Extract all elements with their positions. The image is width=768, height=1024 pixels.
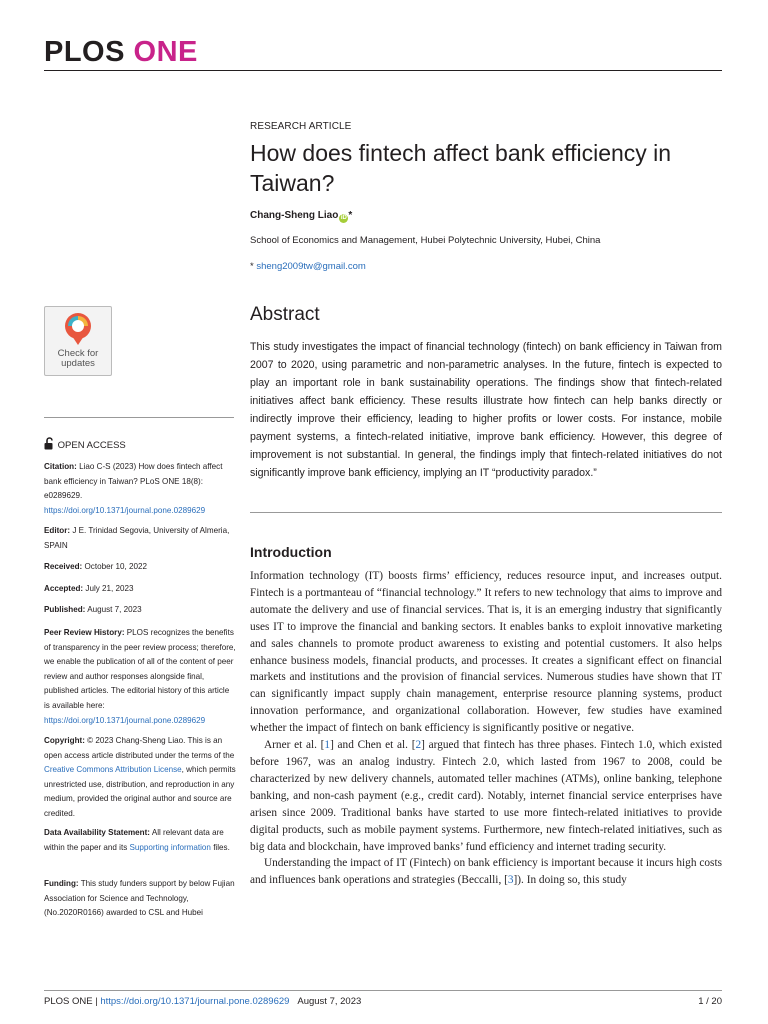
editor-label: Editor: — [44, 526, 71, 535]
citation-text: Liao C-S (2023) How does fintech affect bank efficiency in Taiwan? PLoS ONE 18(8): e0289629. — [44, 462, 223, 501]
email-line — [250, 261, 366, 272]
ref-link-3[interactable]: 3 — [507, 874, 514, 887]
abstract-divider — [250, 512, 722, 513]
footer-citation — [44, 996, 361, 1007]
accepted-block — [44, 582, 236, 597]
published-block — [44, 603, 236, 618]
badge-line-2: updates — [61, 358, 95, 369]
peer-review-label: Peer Review History: — [44, 628, 125, 637]
editor-text: J E. Trinidad Segovia, University of Almeria, SPAIN — [44, 526, 230, 550]
funding-label: Funding: — [44, 879, 79, 888]
received-label: Received: — [44, 562, 83, 571]
introduction-body — [250, 568, 722, 889]
article-type: RESEARCH ARTICLE — [250, 121, 352, 132]
crossmark-icon — [64, 312, 92, 346]
ref-link-1[interactable]: 1 — [324, 739, 331, 752]
footer-journal: PLOS ONE — [44, 996, 93, 1007]
abstract-heading: Abstract — [250, 304, 320, 325]
copyright-text-2: , which permits unrestricted use, distribution, and reproduction in any medium, provided the original author and source are credited. — [44, 765, 236, 818]
logo-one: ONE — [133, 36, 198, 68]
footer-separator: | — [92, 996, 101, 1007]
copyright-block — [44, 734, 236, 822]
author-affiliation: School of Economics and Management, Hubei Polytechnic University, Hubei, China — [250, 235, 601, 246]
copyright-text-1: © 2023 Chang-Sheng Liao. This is an open access article distributed under the terms of the — [44, 736, 235, 760]
article-title: How does fintech affect bank efficiency in Taiwan? — [250, 140, 672, 196]
accepted-date: July 21, 2023 — [85, 584, 134, 593]
badge-label — [45, 349, 111, 369]
received-block — [44, 560, 236, 575]
footer-date: August 7, 2023 — [297, 996, 362, 1007]
editor-block — [44, 524, 236, 553]
sidebar-divider — [44, 417, 234, 418]
peer-review-text: PLOS recognizes the benefits of transparency in the peer review process; therefore, we enable the publication of all of the content of peer review and author responses alongside final, published articles. The editorial history of this article is available here: — [44, 628, 236, 710]
corresponding-mark: * — [348, 210, 353, 221]
email-mark: * — [250, 261, 254, 272]
header-divider — [44, 70, 722, 71]
data-availability-text-1: All relevant data are within the paper and its — [44, 828, 224, 852]
footer-doi-link[interactable]: https://doi.org/10.1371/journal.pone.0289629 — [100, 996, 290, 1007]
introduction-heading: Introduction — [250, 544, 332, 560]
citation-doi-link[interactable]: https://doi.org/10.1371/journal.pone.0289629 — [44, 505, 206, 515]
badge-line-1: Check for — [57, 348, 99, 359]
ref-link-2[interactable]: 2 — [415, 739, 422, 752]
received-date: October 10, 2022 — [84, 562, 148, 571]
intro-paragraph-1: Information technology (IT) boosts firms’ efficiency, reduces resource input, and increases output. Fintech is a portmanteau of “financial technology.” It refers to new technology that aims to improve and automate the delivery and use of financial services. That is, it is an emerging industry that significantly uses IT to improve the financial and banking sectors. It enables banks to exploit innovative marketing and sales channels to promote product awareness to existing and potential customers. It also helps enhance business models, financial products, and processes. It creates a significant effect on financial markets and institutions and the provision of financial services. Numerous studies have shown that IT can significantly impact supply chain management, enterprise resource planning systems, product innovation performance, and organizational collaboration. However, few studies have examined whether the impact of fintech on bank efficiency is significantly positive or negative. — [250, 570, 722, 735]
author-line — [250, 210, 352, 223]
author-email-link[interactable]: sheng2009tw@gmail.com — [256, 261, 366, 272]
open-lock-icon — [44, 437, 55, 450]
author-name[interactable]: Chang-Sheng Liao — [250, 210, 339, 221]
intro-paragraph-2 — [250, 737, 722, 855]
funding-block — [44, 877, 236, 921]
data-availability-text-2: files. — [213, 842, 230, 852]
published-date: August 7, 2023 — [87, 605, 142, 614]
peer-review-link[interactable]: https://doi.org/10.1371/journal.pone.0289629 — [44, 715, 206, 725]
intro-paragraph-3 — [250, 855, 722, 889]
accepted-label: Accepted: — [44, 584, 84, 593]
intro-p2-text-a: Arner et al. [ — [264, 739, 325, 752]
cc-license-link[interactable]: Creative Commons Attribution License — [44, 765, 182, 775]
funding-text: This study funders support by below Fujian Association for Science and Technology, (No.2020R0166) awarded to CSL and Hubei — [44, 879, 235, 918]
peer-review-block — [44, 626, 236, 728]
intro-p3-text-b: ]). In doing so, this study — [513, 874, 627, 887]
check-for-updates-badge[interactable] — [44, 306, 112, 376]
data-availability-block — [44, 826, 236, 855]
plos-one-logo[interactable] — [44, 36, 198, 69]
citation-block — [44, 460, 236, 518]
data-availability-label: Data Availability Statement: — [44, 828, 150, 837]
open-access-text: OPEN ACCESS — [57, 440, 126, 451]
open-access-label — [44, 437, 126, 451]
intro-p2-text-c: ] argued that fintech has three phases. Fintech 1.0, which existed before 1967, was an analog industry. Fintech 2.0, which lasted from 1967 to 2008, could be characterized by new delivery channels, automated teller machines (ATMs), online banking, telephone banking, and non-cash payment (e.g., credit card). Notably, internet financial service enterprises have arisen since 2009. Traditional banks have started to use more fintech-related initiatives to provide digital products, such as mobile payment systems. Furthermore, new fintech-related initiatives, such as big data and blockchain, have improved banks’ fund efficiency and internet trading security. — [250, 739, 722, 853]
abstract-text: This study investigates the impact of financial technology (fintech) on bank efficiency in Taiwan from 2007 to 2020, using parametric and non-parametric analyses. In the future, fintech is expected to play an important role in bank sustainability operations. The findings show that fintech-related initiatives affect bank efficiency. These results illustrate how fintech can help banks directly or indirectly improve their efficiency, leading to higher profits or lower costs. For instance, mobile payment systems, a fintech-related initiative, improve bank efficiency. However, this degree of improvement is not substantial. In general, the findings imply that fintech-related initiatives do not significantly improve bank efficiency, implying an IT “productivity paradox.” — [250, 341, 722, 479]
orcid-icon[interactable]: iD — [340, 215, 347, 221]
page-number: 1 / 20 — [698, 996, 722, 1007]
logo-plos: PLOS — [44, 36, 125, 68]
citation-label: Citation: — [44, 462, 77, 471]
intro-p2-text-b: ] and Chen et al. [ — [330, 739, 416, 752]
intro-p3-text-a: Understanding the impact of IT (Fintech) on bank efficiency is important because it incurs high costs and influences bank operations and strategies (Beccalli, [ — [250, 857, 722, 887]
published-label: Published: — [44, 605, 86, 614]
footer-divider — [44, 990, 722, 991]
copyright-label: Copyright: — [44, 736, 85, 745]
supporting-information-link[interactable]: Supporting information — [129, 842, 211, 852]
